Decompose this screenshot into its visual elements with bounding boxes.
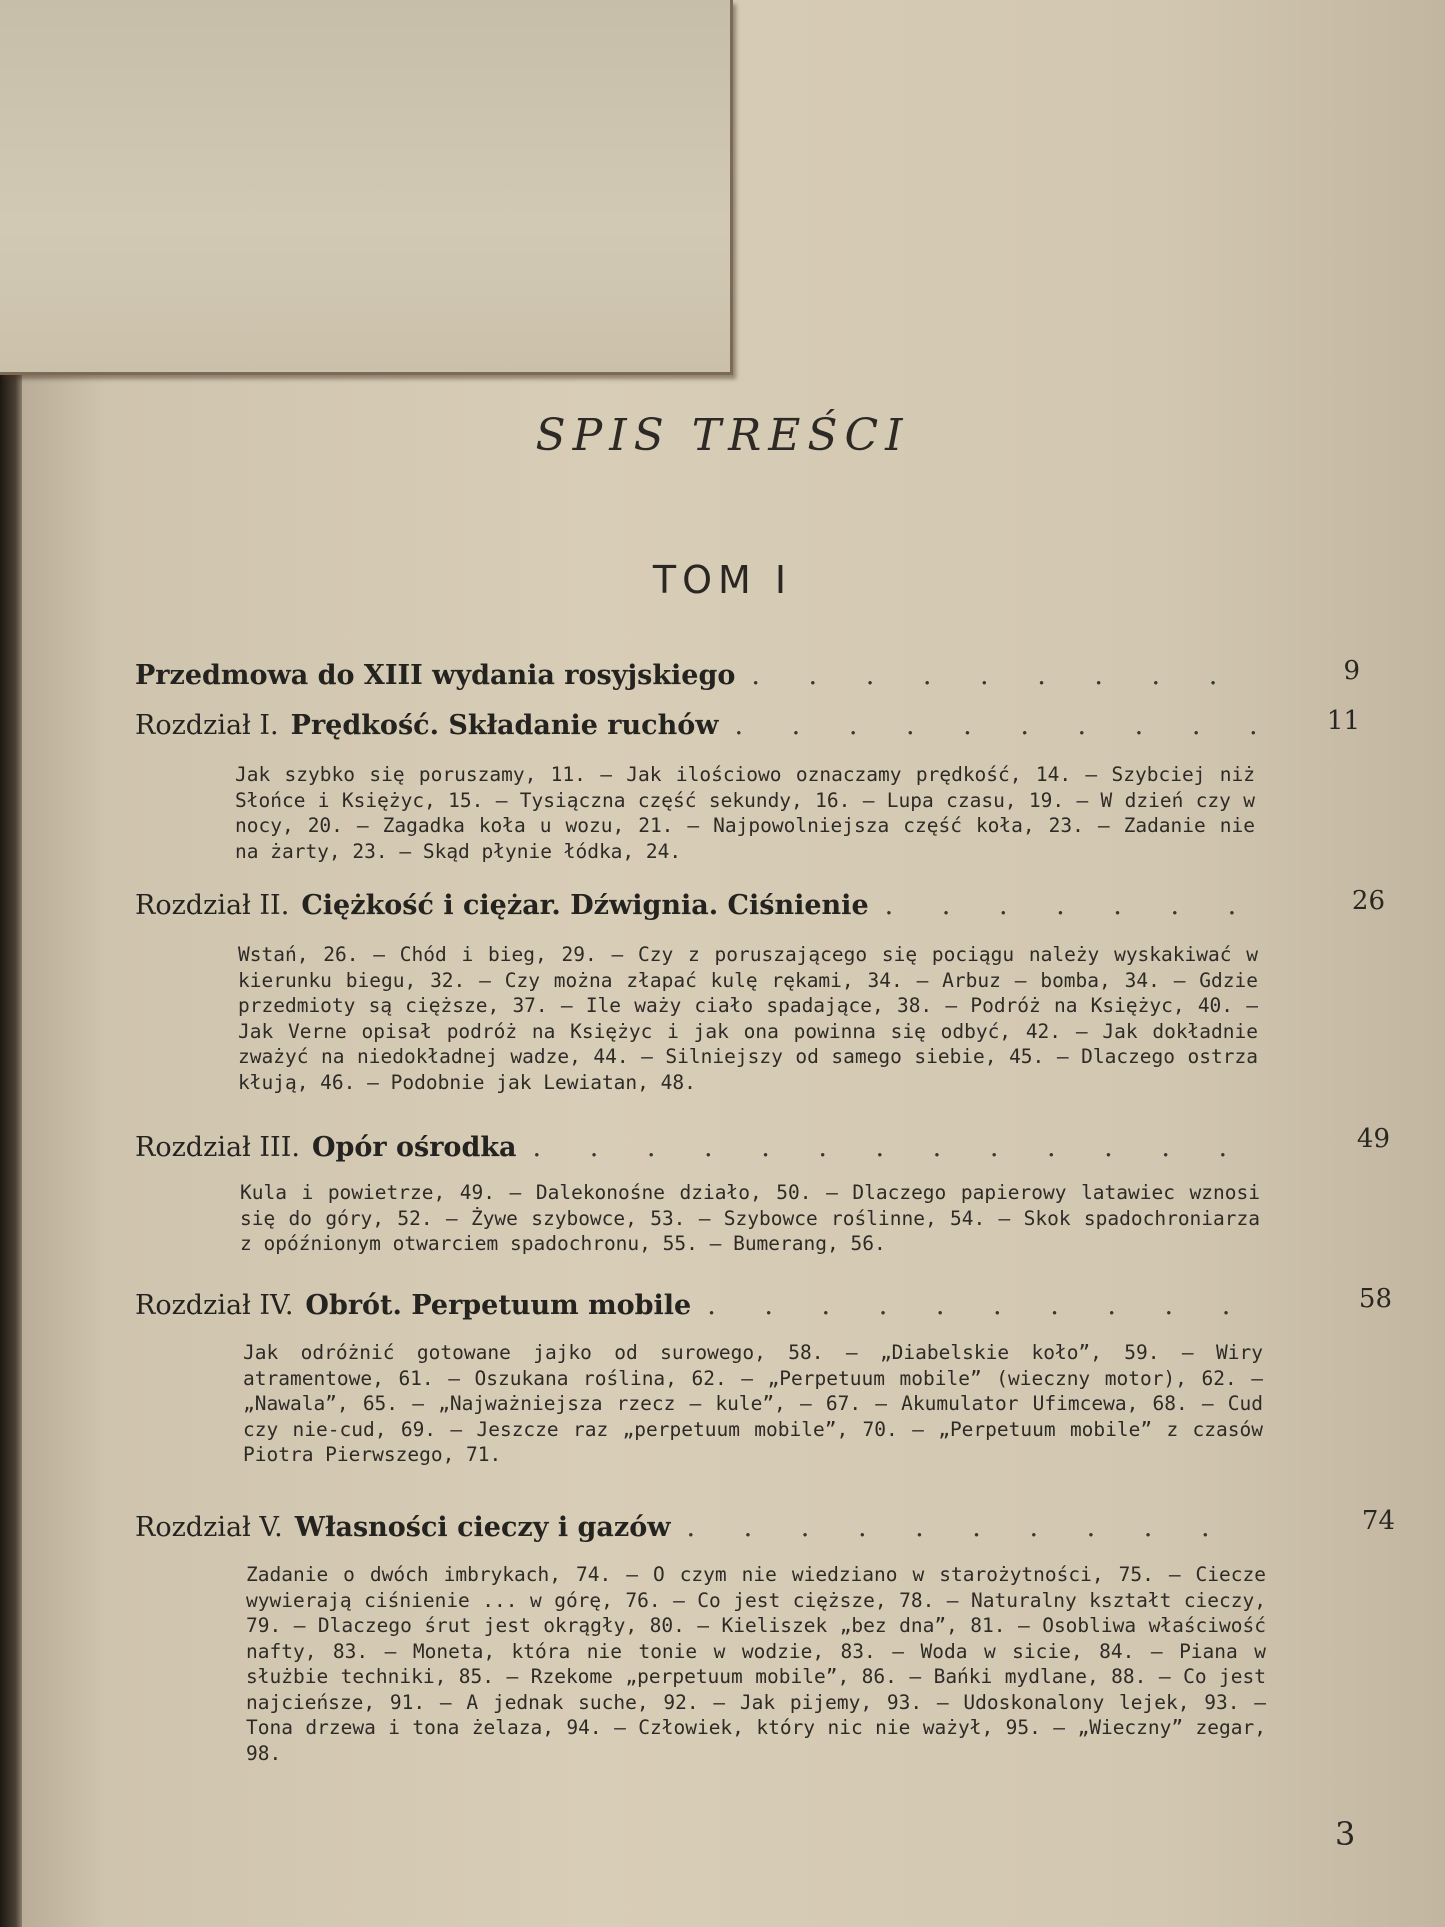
chapter-title: Opór ośrodka xyxy=(311,1132,517,1163)
toc-entry-chapter-2 xyxy=(135,890,1260,930)
page-number: 3 xyxy=(1335,1815,1356,1853)
toc-entry-chapter-4 xyxy=(135,1290,1260,1330)
chapter-page-number: 26 xyxy=(1351,886,1385,916)
chapter-label: Rozdział V. xyxy=(135,1512,283,1543)
dot-leader xyxy=(885,890,1260,921)
preface-title: Przedmowa do XIII wydania rosyjskiego xyxy=(135,660,736,691)
toc-entry-chapter-1 xyxy=(135,710,1260,750)
chapter-page-number: 58 xyxy=(1358,1284,1392,1314)
toc-entry-chapter-3 xyxy=(135,1132,1260,1172)
volume-heading: TOM I xyxy=(652,558,793,602)
chapter-page-number: 74 xyxy=(1361,1506,1395,1536)
chapter-title: Obrót. Perpetuum mobile xyxy=(305,1290,692,1321)
chapter-title: Ciężkość i ciężar. Dźwignia. Ciśnienie xyxy=(301,890,869,921)
chapter-label: Rozdział II. xyxy=(135,890,290,921)
dot-leader xyxy=(533,1132,1260,1163)
page-title: SPIS TREŚCI xyxy=(535,410,910,461)
chapter-topics: Wstań, 26. — Chód i bieg, 29. — Czy z poruszającego się pociągu należy wyskakiwać w kierunku biegu, 32. — Czy można złapać kulę rękami, 34. — Arbuz — bomba, 34. — Gdzie przedmioty są cięższe, 37. — Ile waży ciało spadające, 38. — Podróż na Księżyc, 40. — Jak Verne opisał podróż na Księżyc i jak ona powinna się odbyć, 42. — Jak dokładnie zważyć na niedokładnej wadze, 44. — Silniejszy od samego siebie, 45. — Dlaczego ostrza kłują, 46. — Podobnie jak Lewiatan, 48. xyxy=(238,943,1258,1094)
chapter-label: Rozdział IV. xyxy=(135,1290,294,1321)
folded-paper-flap xyxy=(0,0,733,375)
chapter-title: Prędkość. Składanie ruchów xyxy=(290,710,719,741)
chapter-page-number: 11 xyxy=(1326,706,1360,736)
dot-leader xyxy=(686,1512,1260,1543)
toc-entry-chapter-5 xyxy=(135,1512,1260,1552)
chapter-topics: Zadanie o dwóch imbrykach, 74. — O czym nie wiedziano w starożytności, 75. — Ciecze wywierają ciśnienie ... w górę, 76. — Co jest cięższe, 78. — Naturalny kształt cieczy, 79. — Dlaczego śrut jest okrągły, 80. — Kieliszek „bez dna”, 81. — Osobliwa właściwość nafty, 83. — Moneta, która nie tonie w wodzie, 83. — Woda w sicie, 84. — Piana w służbie techniki, 85. — Rzekome „perpetuum mobile”, 86. — Bańki mydlane, 88. — Co jest najcieńsze, 91. — A jednak suche, 92. — Jak pijemy, 93. — Udoskonalony lejek, 93. — Tona drzewa i tona żelaza, 94. — Człowiek, który nic nie ważył, 95. — „Wieczny” zegar, 98. xyxy=(246,1563,1266,1765)
toc-entry-preface xyxy=(135,660,1260,700)
dot-leader xyxy=(751,660,1260,691)
chapter-page-number: 49 xyxy=(1356,1124,1390,1154)
dot-leader xyxy=(707,1290,1260,1321)
preface-page-number: 9 xyxy=(1343,656,1360,686)
chapter-label: Rozdział III. xyxy=(135,1132,300,1163)
chapter-label: Rozdział I. xyxy=(135,710,279,741)
dot-leader xyxy=(735,710,1261,741)
chapter-topics: Jak szybko się poruszamy, 11. — Jak ilościowo oznaczamy prędkość, 14. — Szybciej niż Słońce i Księżyc, 15. — Tysiączna część sekundy, 16. — Lupa czasu, 19. — W dzień czy w nocy, 20. — Zagadka koła u wozu, 21. — Najpowolniejsza część koła, 23. — Zadanie nie na żarty, 23. — Skąd płynie łódka, 24. xyxy=(235,763,1255,863)
chapter-topics: Kula i powietrze, 49. — Dalekonośne działo, 50. — Dlaczego papierowy latawiec wznosi się do góry, 52. — Żywe szybowce, 53. — Szybowce roślinne, 54. — Skok spadochroniarza z opóźnionym otwarciem spadochronu, 55. — Bumerang, 56. xyxy=(240,1181,1260,1255)
chapter-title: Własności cieczy i gazów xyxy=(294,1512,671,1543)
chapter-topics: Jak odróżnić gotowane jajko od surowego, 58. — „Diabelskie koło”, 59. — Wiry atramentowe, 61. — Oszukana roślina, 62. — „Perpetuum mobile” (wieczny motor), 62. — „Nawala”, 65. — „Najważniejsza rzecz — kule”, — 67. — Akumulator Ufimcewa, 68. — Cud czy nie-cud, 69. — Jeszcze raz „perpetuum mobile”, 70. — „Perpetuum mobile” z czasów Piotra Pierwszego, 71. xyxy=(243,1341,1263,1466)
